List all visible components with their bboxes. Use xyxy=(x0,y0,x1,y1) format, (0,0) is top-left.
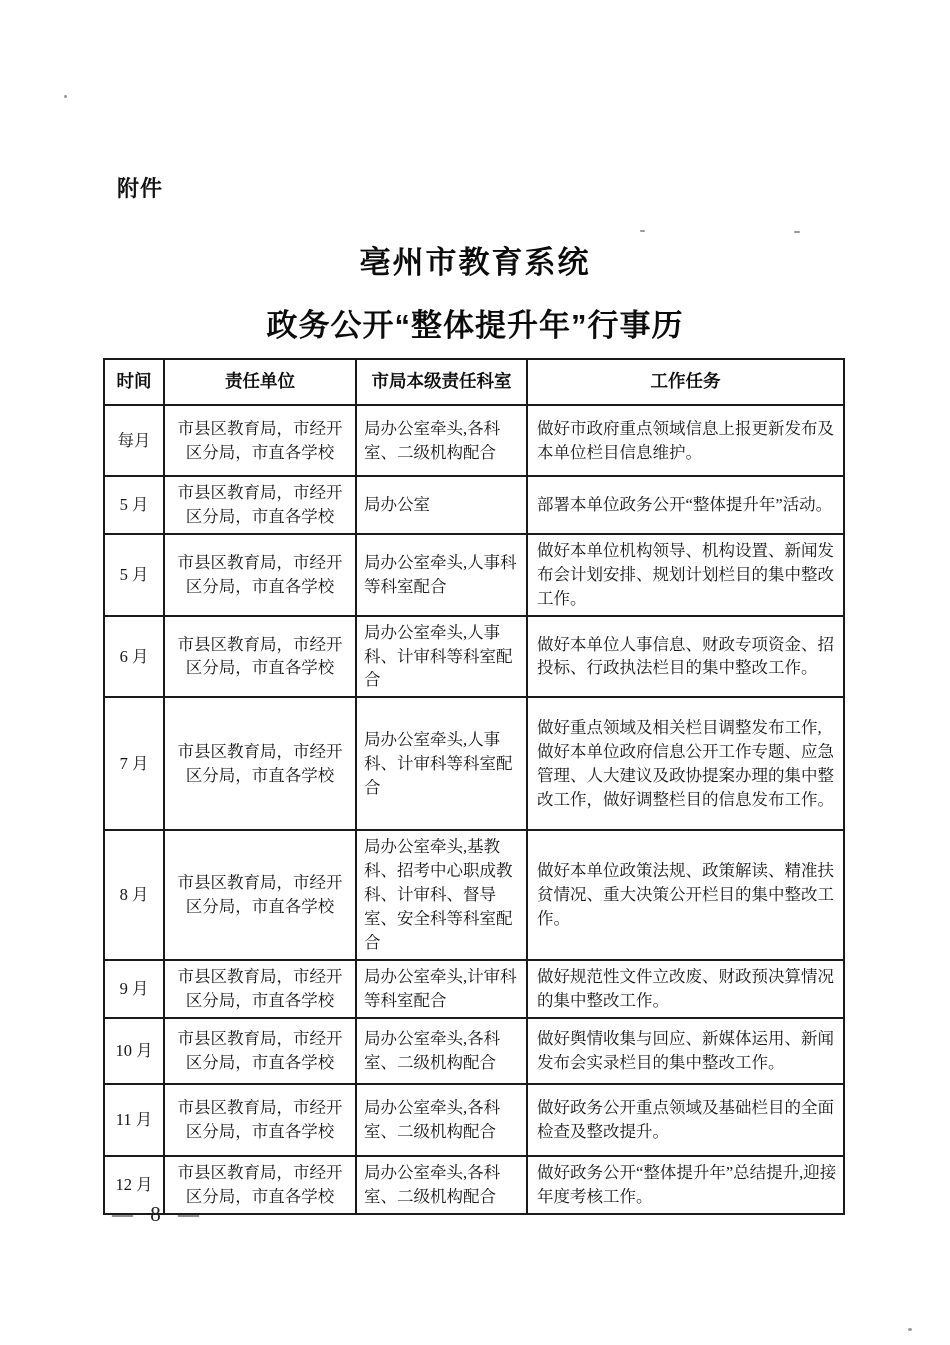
cell-task: 做好本单位人事信息、财政专项资金、招投标、行政执法栏目的集中整改工作。 xyxy=(527,616,844,698)
cell-time: 每月 xyxy=(104,405,164,476)
title-line-1: 亳州市教育系统 xyxy=(359,245,591,280)
cell-dept: 局办公室牵头,基教科、招考中心职成教科、计审科、督导室、安全科等科室配合 xyxy=(356,830,527,960)
cell-unit: 市县区教育局，市经开区分局，市直各学校 xyxy=(164,1156,356,1214)
cell-task: 做好政务公开重点领域及基础栏目的全面检查及整改提升。 xyxy=(527,1084,844,1156)
table-row xyxy=(104,1156,844,1214)
column-header-dept: 市局本级责任科室 xyxy=(356,359,527,405)
cell-time: 8 月 xyxy=(104,830,164,960)
scan-speck xyxy=(640,230,645,232)
cell-unit: 市县区教育局，市经开区分局，市直各学校 xyxy=(164,960,356,1018)
scan-speck xyxy=(794,231,800,233)
cell-unit: 市县区教育局，市经开区分局，市直各学校 xyxy=(164,1018,356,1084)
column-header-task: 工作任务 xyxy=(527,359,844,405)
cell-dept: 局办公室牵头,人事科、计审科等科室配合 xyxy=(356,616,527,698)
schedule-table xyxy=(103,358,845,1215)
cell-task: 做好政务公开“整体提升年”总结提升,迎接年度考核工作。 xyxy=(527,1156,844,1214)
table-row xyxy=(104,1084,844,1156)
scan-speck xyxy=(908,1328,912,1331)
cell-dept: 局办公室牵头,各科室、二级机构配合 xyxy=(356,1156,527,1214)
scan-speck xyxy=(64,95,67,98)
cell-time: 5 月 xyxy=(104,534,164,616)
cell-task: 做好本单位机构领导、机构设置、新闻发布会计划安排、规划计划栏目的集中整改工作。 xyxy=(527,534,844,616)
cell-time: 11 月 xyxy=(104,1084,164,1156)
table-row xyxy=(104,830,844,960)
cell-task: 部署本单位政务公开“整体提升年”活动。 xyxy=(527,476,844,534)
cell-unit: 市县区教育局，市经开区分局，市直各学校 xyxy=(164,476,356,534)
cell-dept: 局办公室牵头,计审科等科室配合 xyxy=(356,960,527,1018)
table-row xyxy=(104,1018,844,1084)
cell-unit: 市县区教育局，市经开区分局，市直各学校 xyxy=(164,405,356,476)
cell-dept: 局办公室牵头,人事科、计审科等科室配合 xyxy=(356,697,527,830)
cell-task: 做好规范性文件立改废、财政预决算情况的集中整改工作。 xyxy=(527,960,844,1018)
cell-dept: 局办公室牵头,各科室、二级机构配合 xyxy=(356,1084,527,1156)
cell-unit: 市县区教育局，市经开区分局，市直各学校 xyxy=(164,830,356,960)
cell-time: 5 月 xyxy=(104,476,164,534)
table-header-row xyxy=(104,359,844,405)
cell-unit: 市县区教育局，市经开区分局，市直各学校 xyxy=(164,697,356,830)
cell-time: 9 月 xyxy=(104,960,164,1018)
cell-task: 做好重点领域及相关栏目调整发布工作,做好本单位政府信息公开工作专题、应急管理、人大建议及政协提案办理的集中整改工作，做好调整栏目的信息发布工作。 xyxy=(527,697,844,830)
cell-unit: 市县区教育局，市经开区分局，市直各学校 xyxy=(164,1084,356,1156)
cell-time: 10 月 xyxy=(104,1018,164,1084)
title-line-2: 政务公开“整体提升年”行事历 xyxy=(266,308,684,343)
attachment-label: 附件 xyxy=(117,176,164,201)
table-row xyxy=(104,697,844,830)
cell-dept: 局办公室牵头,各科室、二级机构配合 xyxy=(356,405,527,476)
cell-dept: 局办公室牵头,各科室、二级机构配合 xyxy=(356,1018,527,1084)
table-row xyxy=(104,476,844,534)
table-row xyxy=(104,616,844,698)
cell-task: 做好市政府重点领域信息上报更新发布及本单位栏目信息维护。 xyxy=(527,405,844,476)
cell-time: 12 月 xyxy=(104,1156,164,1214)
cell-dept: 局办公室牵头,人事科等科室配合 xyxy=(356,534,527,616)
cell-task: 做好本单位政策法规、政策解读、精准扶贫情况、重大决策公开栏目的集中整改工作。 xyxy=(527,830,844,960)
column-header-time: 时间 xyxy=(104,359,164,405)
document-title xyxy=(0,237,950,345)
cell-task: 做好舆情收集与回应、新媒体运用、新闻发布会实录栏目的集中整改工作。 xyxy=(527,1018,844,1084)
table-row xyxy=(104,534,844,616)
cell-dept: 局办公室 xyxy=(356,476,527,534)
cell-unit: 市县区教育局，市经开区分局，市直各学校 xyxy=(164,616,356,698)
table-row xyxy=(104,405,844,476)
cell-time: 7 月 xyxy=(104,697,164,830)
cell-time: 6 月 xyxy=(104,616,164,698)
table-row xyxy=(104,960,844,1018)
page-number: — 8 — xyxy=(112,1202,205,1226)
cell-unit: 市县区教育局，市经开区分局，市直各学校 xyxy=(164,534,356,616)
column-header-unit: 责任单位 xyxy=(164,359,356,405)
